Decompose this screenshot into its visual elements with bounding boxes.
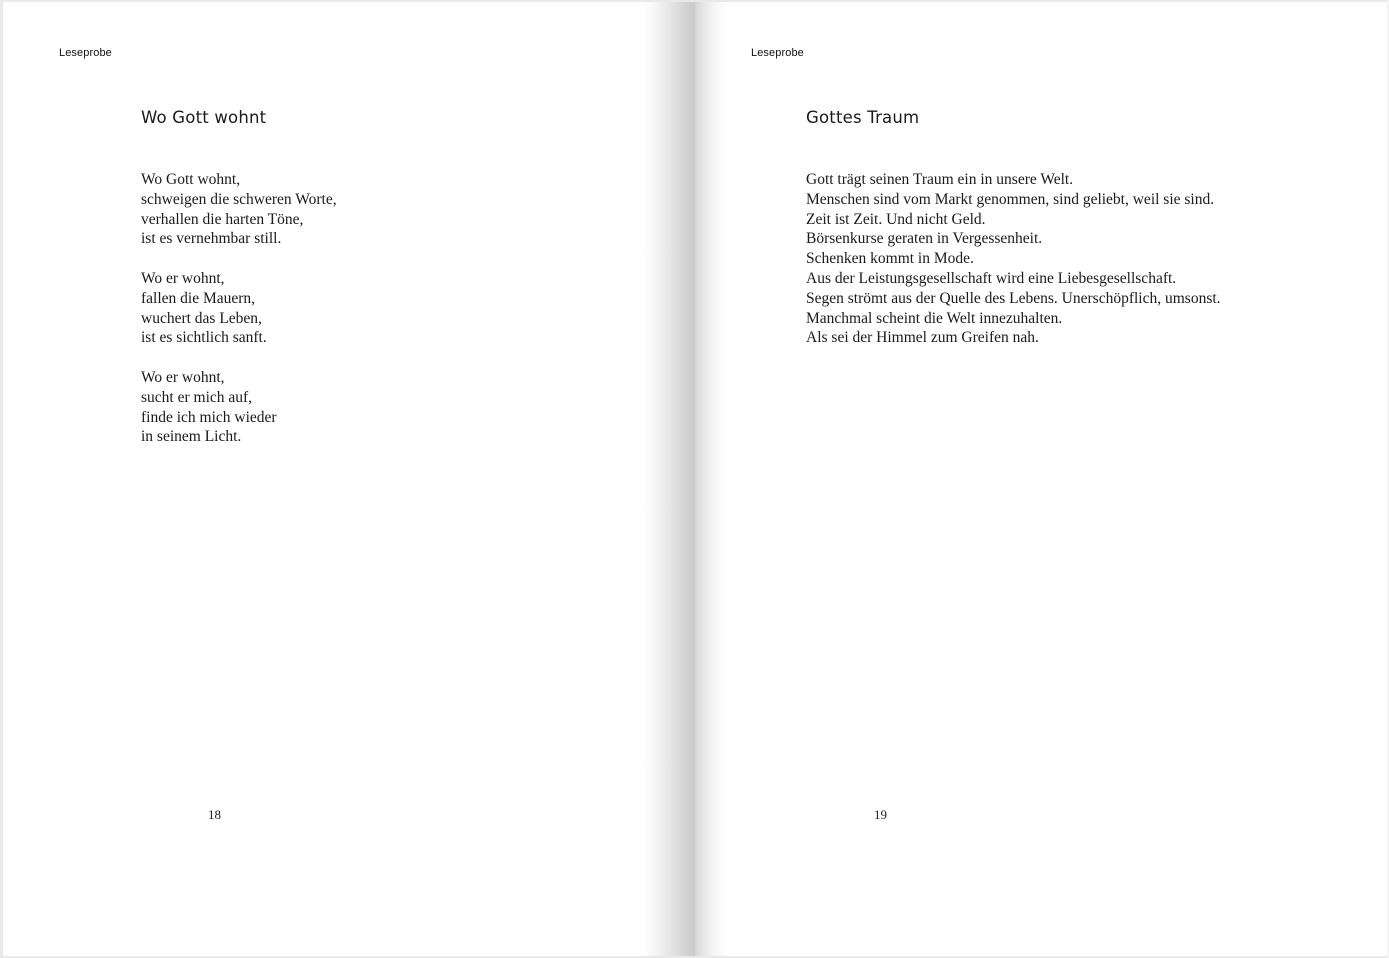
poem-line: Wo Gott wohnt, [141,171,241,188]
poem-line: verhallen die harten Töne, [141,210,304,228]
poem-line: Zeit ist Zeit. Und nicht Geld. [806,210,986,228]
poem-line: schweigen die schweren Worte, [141,190,337,208]
poem-line: finde ich mich wieder [141,408,277,426]
poem-line: ist es vernehmbar still. [141,230,282,248]
stanza [141,368,337,447]
poem-body-right [806,170,1221,368]
poem-title-left: Wo Gott wohnt [141,108,267,127]
poem-line: fallen die Mauern, [141,289,256,307]
poem-line: sucht er mich auf, [141,388,253,406]
poem-title-right: Gottes Traum [806,108,920,127]
right-page [695,2,1387,956]
left-page [3,2,695,956]
poem-line: Segen strömt aus der Quelle des Lebens. Unerschöpflich, umsonst. [806,289,1221,307]
poem-line: Menschen sind vom Markt genommen, sind geliebt, weil sie sind. [806,190,1215,208]
poem-line: wuchert das Leben, [141,309,262,327]
poem-line: Manchmal scheint die Welt innezuhalten. [806,309,1063,327]
running-head-left: Leseprobe [59,47,112,59]
poem-body-left [141,170,337,467]
poem-line: Gott trägt seinen Traum ein in unsere Welt. [806,171,1074,188]
poem-line: Aus der Leistungsgesellschaft wird eine Liebesgesellschaft. [806,269,1177,287]
stanza [141,269,337,348]
poem-line: ist es sichtlich sanft. [141,329,267,347]
stanza [806,170,1221,348]
stanza [141,170,337,249]
poem-line: Börsenkurse geraten in Vergessenheit. [806,230,1043,248]
poem-line: Als sei der Himmel zum Greifen nah. [806,329,1039,347]
running-head-right: Leseprobe [751,47,804,59]
poem-line: Wo er wohnt, [141,368,225,386]
poem-line: Schenken kommt in Mode. [806,250,974,268]
poem-line: Wo er wohnt, [141,269,225,287]
page-number-left: 18 [208,807,221,822]
poem-line: in seinem Licht. [141,428,242,446]
page-number-right: 19 [874,807,887,822]
